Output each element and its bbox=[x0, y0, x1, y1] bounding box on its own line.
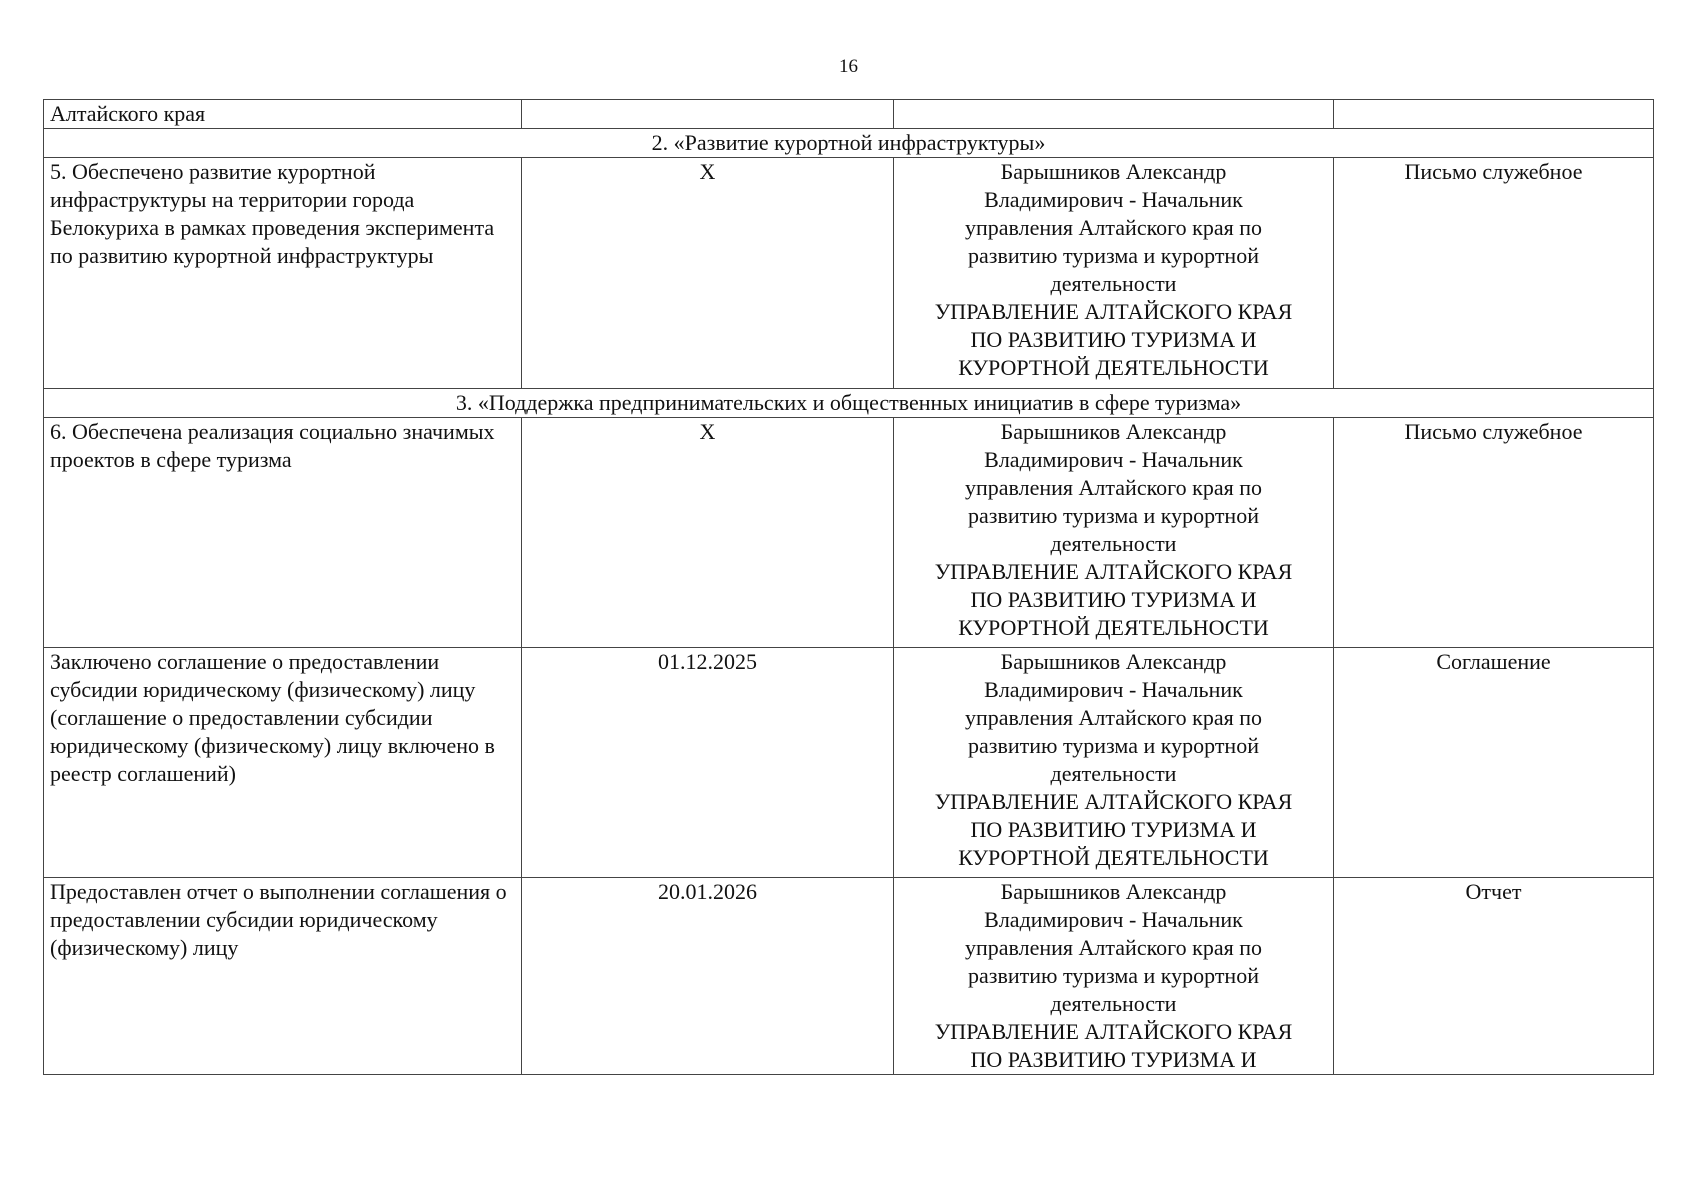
department-name-line: ПО РАЗВИТИЮ ТУРИЗМА И bbox=[970, 327, 1257, 352]
responsible-person-line: Владимирович - Начальник bbox=[984, 187, 1243, 212]
document-type-cell: Соглашение bbox=[1334, 648, 1654, 878]
date-cell: X bbox=[522, 418, 894, 648]
responsible-person-line: Барышников Александр bbox=[1000, 419, 1227, 444]
plan-table bbox=[43, 99, 1654, 1075]
document-type-cell bbox=[1334, 100, 1654, 129]
department-name-line: КУРОРТНОЙ ДЕЯТЕЛЬНОСТИ bbox=[958, 615, 1269, 640]
responsible-person-line: Владимирович - Начальник bbox=[984, 677, 1243, 702]
department-name-line: ПО РАЗВИТИЮ ТУРИЗМА И bbox=[970, 587, 1257, 612]
responsible-person-line: Барышников Александр bbox=[1000, 159, 1227, 184]
table-row bbox=[44, 878, 1654, 1075]
department-name-line: УПРАВЛЕНИЕ АЛТАЙСКОГО КРАЯ bbox=[934, 789, 1293, 814]
section-row bbox=[44, 389, 1654, 418]
responsible-person-line: развитию туризма и курортной bbox=[968, 963, 1259, 988]
responsible-person-line: Владимирович - Начальник bbox=[984, 447, 1243, 472]
department-name-line: ПО РАЗВИТИЮ ТУРИЗМА И bbox=[970, 1047, 1257, 1072]
document-type-cell: Отчет bbox=[1334, 878, 1654, 1075]
date-cell: 01.12.2025 bbox=[522, 648, 894, 878]
plan-table-body bbox=[44, 100, 1654, 1075]
department-name-line: УПРАВЛЕНИЕ АЛТАЙСКОГО КРАЯ bbox=[934, 559, 1293, 584]
responsible-person-line: Барышников Александр bbox=[1000, 649, 1227, 674]
table-row bbox=[44, 418, 1654, 648]
responsible-person-line: развитию туризма и курортной bbox=[968, 243, 1259, 268]
department-name-line: УПРАВЛЕНИЕ АЛТАЙСКОГО КРАЯ bbox=[934, 299, 1293, 324]
department-name-line: ПО РАЗВИТИЮ ТУРИЗМА И bbox=[970, 817, 1257, 842]
department-name-line: УПРАВЛЕНИЕ АЛТАЙСКОГО КРАЯ bbox=[934, 1019, 1293, 1044]
responsible-person-line: управления Алтайского края по bbox=[965, 935, 1262, 960]
responsible-person-line: управления Алтайского края по bbox=[965, 215, 1262, 240]
responsible-cell bbox=[894, 878, 1334, 1075]
responsible-person-line: управления Алтайского края по bbox=[965, 705, 1262, 730]
section-row bbox=[44, 129, 1654, 158]
date-cell: 20.01.2026 bbox=[522, 878, 894, 1075]
section-title: 2. «Развитие курортной инфраструктуры» bbox=[44, 129, 1654, 158]
date-cell: X bbox=[522, 158, 894, 389]
department-name-line: КУРОРТНОЙ ДЕЯТЕЛЬНОСТИ bbox=[958, 355, 1269, 380]
table-row bbox=[44, 158, 1654, 389]
responsible-person-line: деятельности bbox=[1050, 761, 1177, 786]
event-cell: 6. Обеспечена реализация социально значимых проектов в сфере туризма bbox=[44, 418, 522, 648]
responsible-person-line: развитию туризма и курортной bbox=[968, 733, 1259, 758]
responsible-person-line: деятельности bbox=[1050, 531, 1177, 556]
table-row bbox=[44, 648, 1654, 878]
responsible-person-line: Владимирович - Начальник bbox=[984, 907, 1243, 932]
event-cell: Алтайского края bbox=[44, 100, 522, 129]
section-title: 3. «Поддержка предпринимательских и общественных инициатив в сфере туризма» bbox=[44, 389, 1654, 418]
responsible-person-line: управления Алтайского края по bbox=[965, 475, 1262, 500]
responsible-person-line: деятельности bbox=[1050, 271, 1177, 296]
responsible-person-line: развитию туризма и курортной bbox=[968, 503, 1259, 528]
responsible-cell bbox=[894, 648, 1334, 878]
responsible-person-line: Барышников Александр bbox=[1000, 879, 1227, 904]
event-cell: 5. Обеспечено развитие курортной инфраструктуры на территории города Белокуриха в рамках проведения эксперимента по развитию курортной инфраструктуры bbox=[44, 158, 522, 389]
responsible-cell bbox=[894, 418, 1334, 648]
event-cell: Предоставлен отчет о выполнении соглашения о предоставлении субсидии юридическому (физическому) лицу bbox=[44, 878, 522, 1075]
page-number: 16 bbox=[839, 56, 858, 77]
table-row bbox=[44, 100, 1654, 129]
document-type-cell: Письмо служебное bbox=[1334, 158, 1654, 389]
date-cell bbox=[522, 100, 894, 129]
responsible-cell bbox=[894, 158, 1334, 389]
responsible-person-line: деятельности bbox=[1050, 991, 1177, 1016]
event-cell: Заключено соглашение о предоставлении субсидии юридическому (физическому) лицу (соглашение о предоставлении субсидии юридическому (физическому) лицу включено в реестр соглашений) bbox=[44, 648, 522, 878]
department-name-line: КУРОРТНОЙ ДЕЯТЕЛЬНОСТИ bbox=[958, 845, 1269, 870]
responsible-cell bbox=[894, 100, 1334, 129]
document-type-cell: Письмо служебное bbox=[1334, 418, 1654, 648]
